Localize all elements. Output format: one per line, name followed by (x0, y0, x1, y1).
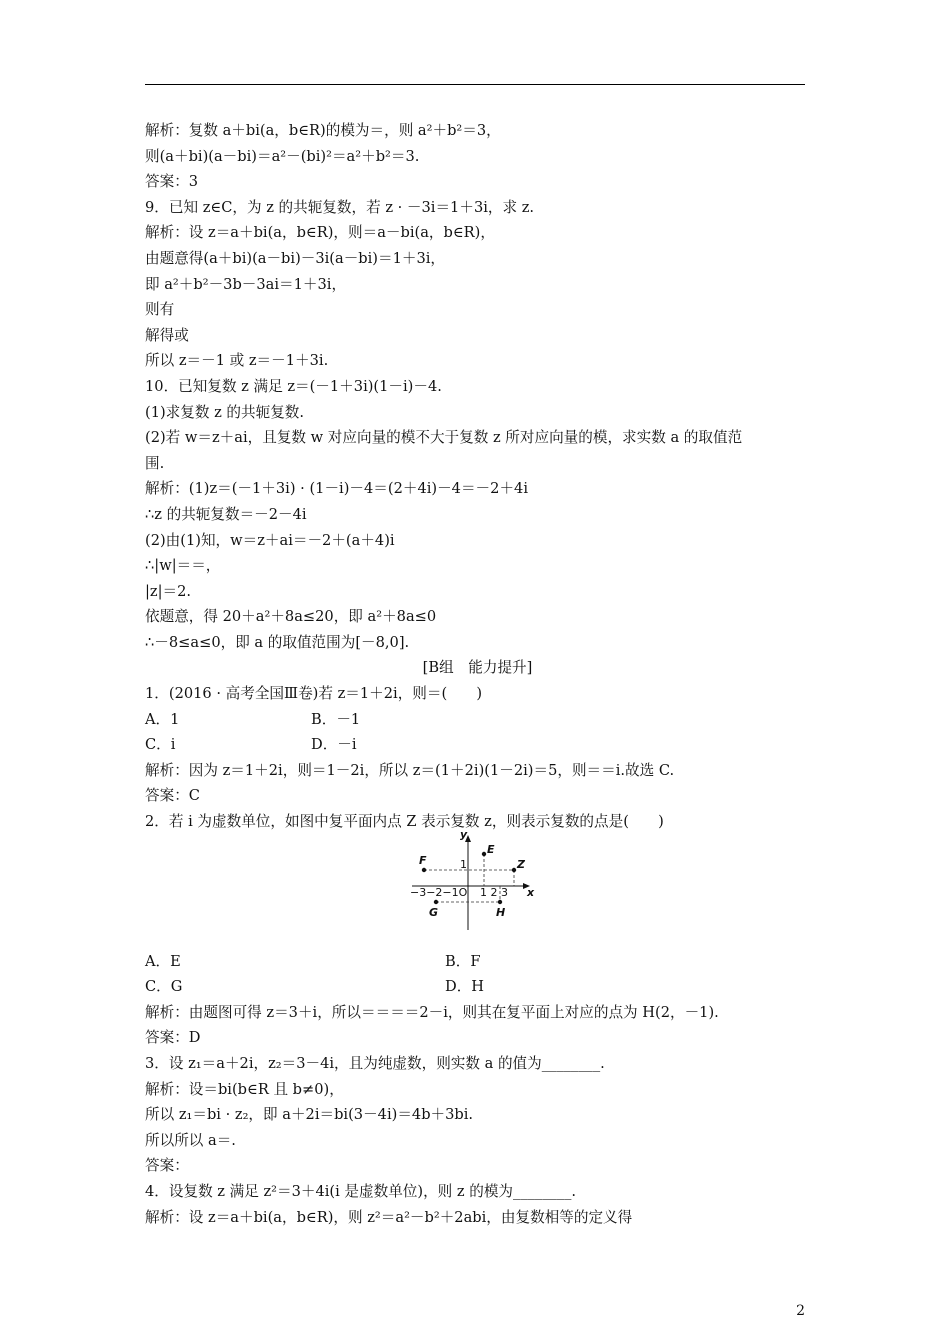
point-g (434, 900, 438, 904)
text-line: 答案：3 (145, 173, 199, 191)
complex-plane-svg (406, 826, 536, 936)
option-a: A．E (145, 952, 181, 970)
analysis-text: 解析：因为 z＝1＋2i，则＝1－2i，所以 z＝(1＋2i)(1－2i)＝5，则＝＝i.故选 C. (145, 761, 675, 779)
option-c: C．G (145, 978, 183, 996)
x-tick-labels-positive: 1 2 3 (480, 886, 508, 899)
option-d: D．－i (311, 736, 357, 754)
analysis-text: 解析：设＝bi(b∈R 且 b≠0)， (145, 1080, 344, 1098)
complex-plane-figure (406, 826, 536, 936)
y-axis-label: y (460, 828, 468, 841)
question-stem: 2．若 i 为虚数单位，如图中复平面内点 Z 表示复数 z，则表示复数的点是( ) (145, 813, 664, 831)
option-a: A．1 (145, 710, 180, 728)
question-stem: 3．设 z₁＝a＋2i，z₂＝3－4i，且为纯虚数，则实数 a 的值为________. (145, 1055, 605, 1072)
text-line: 则(a＋bi)(a－bi)＝a²－(bi)²＝a²＋b²＝3. (145, 147, 420, 165)
option-b: B．F (445, 952, 481, 970)
point-f (422, 868, 426, 872)
text-line: 依题意，得 20＋a²＋8a≤20，即 a²＋8a≤0 (145, 608, 437, 626)
text-line: 9．已知 z∈C，为 z 的共轭复数，若 z · －3i＝1＋3i，求 z. (145, 198, 535, 216)
page-content (145, 118, 810, 1230)
answer-text: 答案：D (145, 1029, 201, 1047)
option-c: C．i (145, 736, 176, 754)
header-rule (145, 84, 805, 85)
point-z (512, 868, 516, 872)
options-row (145, 974, 810, 1000)
text-line: 解析：设 z＝a＋bi(a，b∈R)，则＝a－bi(a，b∈R)， (145, 224, 495, 242)
point-label-h: H (496, 906, 506, 919)
analysis-text: 解析：设 z＝a＋bi(a，b∈R)，则 z²＝a²－b²＋2abi，由复数相等的定义得 (145, 1208, 633, 1226)
text-line: 由题意得(a＋bi)(a－bi)－3i(a－bi)＝1＋3i， (145, 249, 446, 267)
text-line: (2)由(1)知，w＝z＋ai＝－2＋(a＋4)i (145, 531, 395, 549)
text-line: |z|＝2. (145, 582, 192, 600)
text-line: ∴|w|＝＝， (145, 557, 221, 575)
question-stem: 4．设复数 z 满足 z²＝3＋4i(i 是虚数单位)，则 z 的模为________. (145, 1182, 577, 1200)
options-row (145, 707, 810, 733)
text-line: ∴z 的共轭复数＝－2－4i (145, 505, 307, 523)
y-tick-label: 1 (460, 858, 467, 871)
point-h (498, 900, 502, 904)
options-row (145, 732, 810, 758)
text-line: 所以 z₁＝bi · z₂，即 a＋2i＝bi(3－4i)＝4b＋3bi. (145, 1106, 474, 1124)
answer-text: 答案：C (145, 787, 200, 805)
text-line: 解析：复数 a＋bi(a，b∈R)的模为＝，则 a²＋b²＝3， (145, 122, 501, 139)
options-row (145, 949, 810, 975)
point-label-g: G (429, 906, 439, 919)
section-title: [B组 能力提升] (422, 659, 533, 677)
text-line: 则有 (145, 301, 175, 319)
text-line: 所以 z＝－1 或 z＝－1＋3i. (145, 352, 329, 370)
text-line: (2)若 w＝z＋ai，且复数 w 对应向量的模不大于复数 z 所对应向量的模，求实数 a 的取值范 (145, 429, 743, 447)
option-d: D．H (445, 978, 485, 996)
analysis-text: 解析：由题图可得 z＝3＋i，所以＝＝＝＝2－i，则其在复平面上对应的点为 H(2，－1). (145, 1003, 719, 1021)
text-line: 即 a²＋b²－3b－3ai＝1＋3i， (145, 275, 347, 293)
text-line: 所以所以 a＝. (145, 1131, 236, 1149)
option-b: B．－1 (311, 710, 361, 728)
question-stem: 1．(2016 · 高考全国Ⅲ卷)若 z＝1＋2i，则＝( ) (145, 685, 483, 703)
text-line: 解析：(1)z＝(－1＋3i) · (1－i)－4＝(2＋4i)－4＝－2＋4i (145, 480, 528, 498)
text-line: 解得或 (145, 326, 189, 344)
x-axis-label: x (527, 886, 535, 899)
point-e (482, 852, 486, 856)
text-line: 围. (145, 454, 165, 472)
page-number: 2 (796, 1303, 805, 1319)
x-tick-labels-negative: −3−2−1O (410, 886, 468, 899)
text-line: ∴－8≤a≤0，即 a 的取值范围为[－8,0]. (145, 633, 410, 651)
point-label-z: Z (517, 858, 525, 871)
text-line: (1)求复数 z 的共轭复数. (145, 403, 305, 421)
text-line: 10．已知复数 z 满足 z＝(－1＋3i)(1－i)－4. (145, 377, 442, 395)
answer-text: 答案： (145, 1157, 189, 1175)
point-label-e: E (487, 843, 495, 856)
point-label-f: F (419, 854, 427, 867)
